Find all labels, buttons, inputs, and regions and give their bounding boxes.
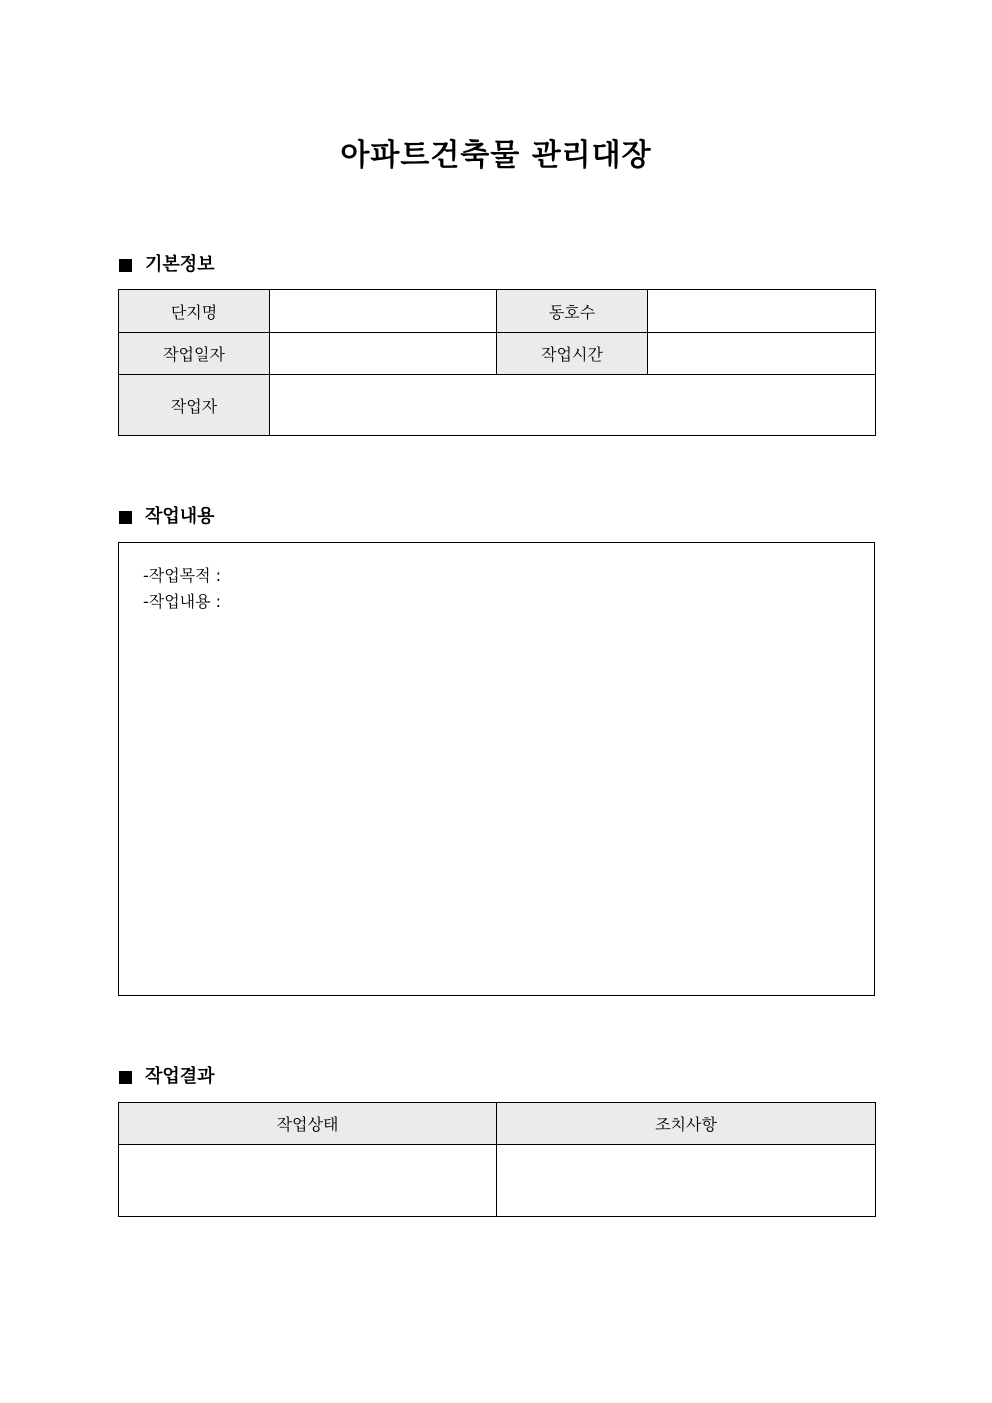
table-row (119, 333, 876, 375)
section-heading-label: 작업결과 (145, 1066, 215, 1087)
complex-name-field[interactable] (270, 290, 497, 333)
work-content-box[interactable] (118, 542, 875, 996)
table-row (119, 1103, 876, 1145)
work-status-label: 작업상태 (119, 1103, 497, 1145)
work-result-table (118, 1102, 876, 1217)
work-purpose-line: -작업목적 : (143, 566, 222, 585)
section-heading-label: 기본정보 (145, 254, 215, 275)
table-row (119, 375, 876, 436)
section-heading-work-content (119, 505, 215, 529)
section-heading-basic-info (119, 253, 215, 277)
worker-label: 작업자 (119, 375, 270, 436)
work-date-label: 작업일자 (119, 333, 270, 375)
unit-number-label: 동호수 (497, 290, 648, 333)
table-row (119, 290, 876, 333)
work-content-lines (143, 563, 221, 615)
work-date-field[interactable] (270, 333, 497, 375)
work-time-label: 작업시간 (497, 333, 648, 375)
complex-name-label: 단지명 (119, 290, 270, 333)
square-bullet-icon (119, 259, 132, 272)
worker-field[interactable] (270, 375, 876, 436)
square-bullet-icon (119, 1071, 132, 1084)
action-taken-field[interactable] (497, 1145, 876, 1217)
document-title: 아파트건축물 관리대장 (340, 138, 652, 173)
section-heading-work-result (119, 1065, 215, 1089)
work-detail-line: -작업내용 : (143, 592, 222, 611)
table-row (119, 1145, 876, 1217)
square-bullet-icon (119, 511, 132, 524)
action-taken-label: 조치사항 (497, 1103, 876, 1145)
work-status-field[interactable] (119, 1145, 497, 1217)
section-heading-label: 작업내용 (145, 506, 215, 527)
basic-info-table (118, 289, 876, 436)
unit-number-field[interactable] (648, 290, 876, 333)
work-time-field[interactable] (648, 333, 876, 375)
